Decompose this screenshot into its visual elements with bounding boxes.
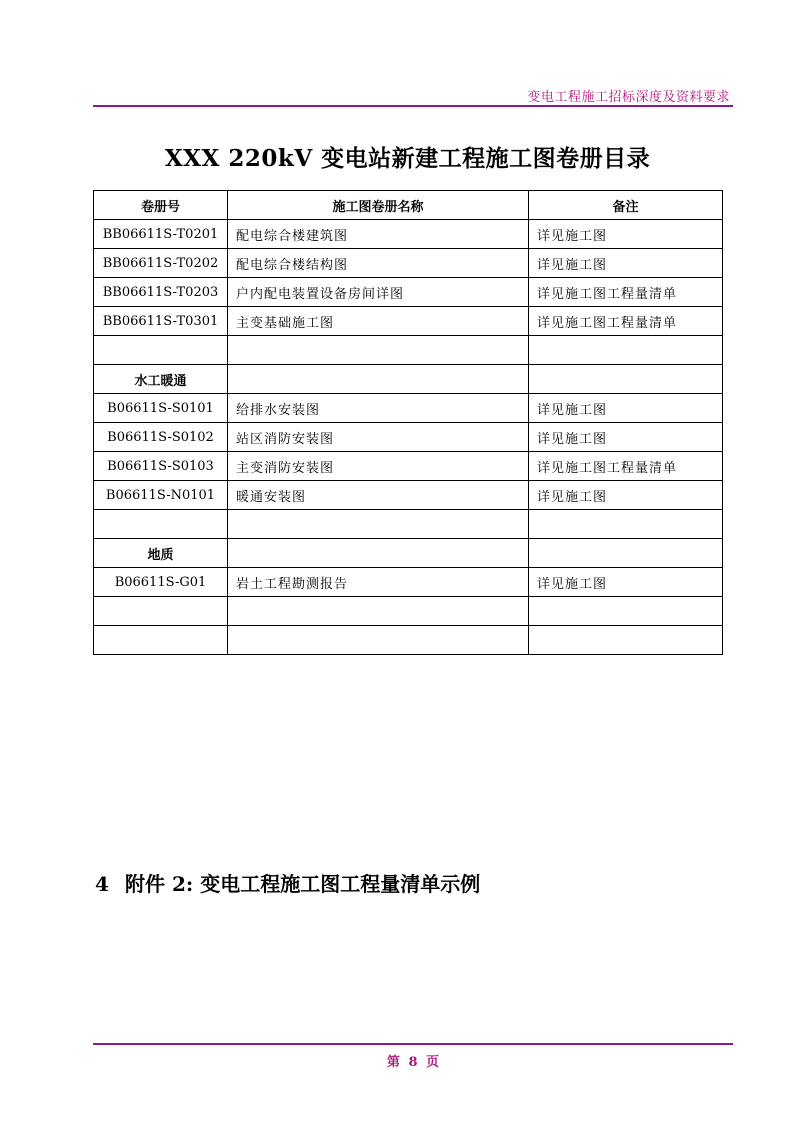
header-divider bbox=[93, 105, 733, 107]
table-row bbox=[94, 249, 723, 278]
page-number: 8 bbox=[408, 1055, 418, 1070]
volume-name-cell: 户内配电装置设备房间详图 bbox=[228, 278, 529, 307]
volume-number-cell: BB06611S-T0203 bbox=[94, 278, 228, 307]
note-cell: 详见施工图 bbox=[529, 394, 723, 423]
empty-cell bbox=[529, 365, 723, 394]
volume-name-cell: 岩土工程勘测报告 bbox=[228, 568, 529, 597]
table-row bbox=[94, 452, 723, 481]
table-row bbox=[94, 423, 723, 452]
note-cell: 详见施工图 bbox=[529, 568, 723, 597]
volume-number-cell: B06611S-S0101 bbox=[94, 394, 228, 423]
page-prefix: 第 bbox=[386, 1055, 400, 1070]
empty-row bbox=[94, 597, 723, 626]
section-title: 附件 2: 变电工程施工图工程量清单示例 bbox=[125, 872, 481, 896]
empty-cell bbox=[228, 626, 529, 655]
empty-cell bbox=[529, 510, 723, 539]
volume-number-cell: B06611S-N0101 bbox=[94, 481, 228, 510]
document-title: XXX 220kV 变电站新建工程施工图卷册目录 bbox=[164, 145, 651, 172]
column-header-volume-name: 施工图卷册名称 bbox=[228, 191, 529, 220]
table-header-row bbox=[94, 191, 723, 220]
volume-number-cell: B06611S-G01 bbox=[94, 568, 228, 597]
empty-cell bbox=[228, 510, 529, 539]
empty-cell bbox=[228, 539, 529, 568]
note-cell: 详见施工图工程量清单 bbox=[529, 278, 723, 307]
empty-cell bbox=[94, 510, 228, 539]
footer-divider bbox=[93, 1043, 733, 1045]
note-cell: 详见施工图 bbox=[529, 249, 723, 278]
volume-number-cell: BB06611S-T0201 bbox=[94, 220, 228, 249]
page-suffix: 页 bbox=[426, 1055, 440, 1070]
column-header-volume-no: 卷册号 bbox=[94, 191, 228, 220]
volume-number-cell: B06611S-S0102 bbox=[94, 423, 228, 452]
section-row bbox=[94, 539, 723, 568]
volume-name-cell: 给排水安装图 bbox=[228, 394, 529, 423]
table-row bbox=[94, 220, 723, 249]
empty-cell bbox=[94, 626, 228, 655]
volume-name-cell: 主变消防安装图 bbox=[228, 452, 529, 481]
section-label-cell: 水工暖通 bbox=[94, 365, 228, 394]
empty-cell bbox=[228, 336, 529, 365]
table-row bbox=[94, 278, 723, 307]
empty-cell bbox=[529, 597, 723, 626]
volume-catalog-table bbox=[93, 190, 723, 655]
note-cell: 详见施工图 bbox=[529, 423, 723, 452]
empty-cell bbox=[529, 539, 723, 568]
empty-cell bbox=[94, 597, 228, 626]
note-cell: 详见施工图工程量清单 bbox=[529, 452, 723, 481]
note-cell: 详见施工图 bbox=[529, 481, 723, 510]
empty-cell bbox=[228, 597, 529, 626]
running-header: 变电工程施工招标深度及资料要求 bbox=[527, 90, 730, 105]
section-row bbox=[94, 365, 723, 394]
empty-cell bbox=[529, 626, 723, 655]
table-row bbox=[94, 481, 723, 510]
section-number: 4 bbox=[95, 872, 109, 896]
section-heading bbox=[95, 868, 480, 897]
volume-name-cell: 配电综合楼建筑图 bbox=[228, 220, 529, 249]
volume-number-cell: BB06611S-T0301 bbox=[94, 307, 228, 336]
volume-name-cell: 主变基础施工图 bbox=[228, 307, 529, 336]
empty-row bbox=[94, 626, 723, 655]
empty-row bbox=[94, 510, 723, 539]
note-cell: 详见施工图工程量清单 bbox=[529, 307, 723, 336]
table-row bbox=[94, 568, 723, 597]
page-footer bbox=[93, 1051, 733, 1070]
volume-name-cell: 暖通安装图 bbox=[228, 481, 529, 510]
empty-cell bbox=[94, 336, 228, 365]
empty-row bbox=[94, 336, 723, 365]
empty-cell bbox=[228, 365, 529, 394]
table-row bbox=[94, 307, 723, 336]
volume-number-cell: BB06611S-T0202 bbox=[94, 249, 228, 278]
note-cell: 详见施工图 bbox=[529, 220, 723, 249]
empty-cell bbox=[529, 336, 723, 365]
table-row bbox=[94, 394, 723, 423]
section-label-cell: 地质 bbox=[94, 539, 228, 568]
volume-number-cell: B06611S-S0103 bbox=[94, 452, 228, 481]
volume-name-cell: 站区消防安装图 bbox=[228, 423, 529, 452]
column-header-note: 备注 bbox=[529, 191, 723, 220]
volume-name-cell: 配电综合楼结构图 bbox=[228, 249, 529, 278]
